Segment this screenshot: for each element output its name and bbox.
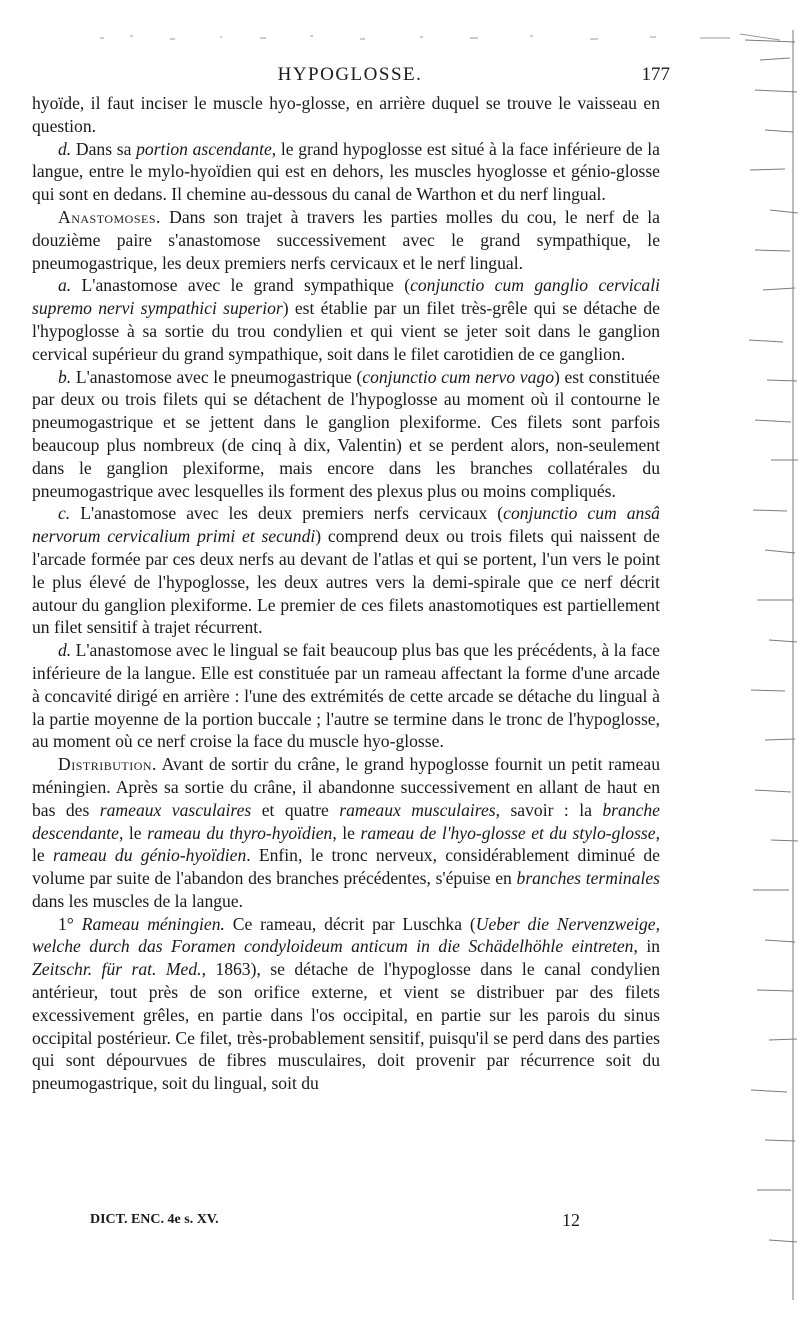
text-run: , in <box>633 936 661 957</box>
running-header <box>30 62 670 88</box>
italic-text: rameaux vasculaires <box>99 799 252 820</box>
text-run: Avant de sortir du crâne, le grand hypoglosse fournit un petit rameau méningien. Après sa sortie du crâne, il abandonne successivement en allant de haut en bas des <box>32 754 660 820</box>
italic-text: branches terminales <box>516 868 660 889</box>
page-title: HYPOGLOSSE. <box>277 64 423 85</box>
text-run: L'anastomose avec le lingual se fait beaucoup plus bas que les précédents, à la face inférieure de la langue. Elle est constituée par un rameau affectant la forme d'une arcade à concavité dirigé en arrière : l'une des extrémités de cette arcade se détache du lingual à la partie moyenne de la portion buccale ; l'autre se termine dans le tronc de l'hypoglosse, au moment où ce nerf croise la face du muscle hyo-glosse. <box>32 640 660 752</box>
italic-text: Zeitschr. für rat. Med. <box>32 959 202 980</box>
signature-mark: 12 <box>562 1210 580 1230</box>
paragraph <box>32 502 660 639</box>
section-heading: Distribution. <box>58 754 157 775</box>
text-run: Ce rameau, décrit par Luschka ( <box>224 913 476 934</box>
paragraph <box>32 639 660 753</box>
italic-text: d. <box>58 138 72 159</box>
paragraph <box>32 753 660 913</box>
paragraph <box>32 206 660 274</box>
paragraph <box>32 138 660 206</box>
italic-text: rameau du thyro-hyoïdien <box>147 822 333 843</box>
italic-text: rameau de l'hyo-glosse et du stylo-glosse <box>360 822 656 843</box>
text-run: L'anastomose avec les deux premiers nerfs cervicaux ( <box>70 503 504 524</box>
text-run: Dans sa <box>71 138 137 159</box>
scan-noise-margin <box>705 20 800 1310</box>
paragraph <box>32 92 660 138</box>
text-run: L'anastomose avec le grand sympathique ( <box>71 275 411 296</box>
italic-text: conjunctio cum ganglio cervicali supremo nervi sympathici superior <box>32 275 660 319</box>
section-heading: Anastomoses. <box>58 206 161 227</box>
page-footer <box>90 1212 610 1234</box>
italic-text: Rameau méningien. <box>81 913 225 934</box>
paragraph <box>32 366 660 503</box>
italic-text: rameaux musculaires <box>339 799 496 820</box>
text-run: L'anastomose avec le pneumogastrique ( <box>71 366 363 387</box>
text-run: hyoïde, il faut inciser le muscle hyo-glosse, en arrière duquel se trouve le vaisseau en question. <box>32 93 660 136</box>
text-run: ) est établie par un filet très-grêle qui se détache de l'hypoglosse à sa sortie du trou condylien et qui vient se jeter soit dans le ganglion cervical supérieur du grand sympathique, soit dans le filet carotidien de ce ganglion. <box>32 298 660 364</box>
text-run: ) est constituée par deux ou trois filets qui se détachent de l'hypoglosse au moment où il contourne le pneumogastrique et se jettent dans le ganglion plexiforme. Ces filets sont parfois beaucoup plus nombreux (de cinq à dix, Valentin) et se perdent alors, non-seulement dans le ganglion plexiforme, mais encore dans les branches collatérales du pneumogastrique avec lesquelles ils forment des plexus plus ou moins compliqués. <box>32 366 660 501</box>
italic-text: conjunctio cum nervo vago <box>362 366 554 387</box>
text-run: , le <box>332 822 361 843</box>
text-run: , 1863), se détache de l'hypoglosse dans le canal condylien antérieur, tout près de son orifice externe, et vient se distribuer par des filets excessivement grêles, en partie dans l'os occipital, en partie sur les parois du sinus occipital postérieur. Ce filet, très-probablement sensitif, puisqu'il se perd dans des parties qui sont dépourvues de fibres musculaires, doit provenir par récurrence soit du pneumogastrique, soit du lingual, soit du <box>32 959 661 1094</box>
text-run: Dans son trajet à travers les parties molles du cou, le nerf de la douzième paire s'anastomose successivement avec le grand sympathique, le pneumogastrique, les deux premiers nerfs cervicaux et le nerf lingual. <box>32 206 660 273</box>
text-run: . Enfin, le tronc nerveux, considérablement diminué de volume par suite de l'abandon des branches précédentes, s'épuise en <box>32 845 660 889</box>
footer-reference: DICT. ENC. 4e s. XV. <box>90 1212 219 1227</box>
italic-text: branche descendante <box>32 799 660 843</box>
paragraph <box>32 274 660 365</box>
text-run: 1° <box>58 913 82 934</box>
italic-text: a. <box>58 275 72 296</box>
italic-text: portion ascendante <box>136 138 272 159</box>
italic-text: d. <box>58 640 72 661</box>
italic-text: b. <box>58 366 72 387</box>
text-run: , le <box>118 822 148 843</box>
text-run: et quatre <box>251 799 340 820</box>
italic-text: rameau du génio-hyoïdien <box>52 845 247 866</box>
text-run: , savoir : la <box>495 799 603 820</box>
italic-text: conjunctio cum ansâ nervorum cervicalium primi et secundi <box>32 503 660 547</box>
italic-text: c. <box>58 503 71 524</box>
text-run: dans les muscles de la langue. <box>32 890 244 911</box>
italic-text: Ueber die Nervenzweige, welche durch das Foramen condyloideum anticum in die Schädelhöhle eintreten <box>32 913 660 957</box>
text-run: , le grand hypoglosse est situé à la face inférieure de la langue, entre le mylo-hyoïdien qui est en dehors, les muscles hyoglosse et génio-glosse qui sont en dedans. Il chemine au-dessous du canal de Warthon et du nerf lingual. <box>32 138 660 205</box>
text-run: ) comprend deux ou trois filets qui naissent de l'arcade formée par ces deux nerfs au devant de l'atlas et qui se portent, l'un vers le point le plus élevé de l'hypoglosse, les deux autres vers la demi-spirale que ce nerf décrit autour du ganglion plexiforme. Le premier de ces filets anastomotiques est partiellement un filet sensitif à trajet récurrent. <box>32 526 660 638</box>
body-text <box>32 92 660 1095</box>
scan-noise-top <box>90 30 790 44</box>
text-run: , le <box>32 822 660 866</box>
paragraph <box>32 913 660 1095</box>
page-number: 177 <box>641 64 670 85</box>
